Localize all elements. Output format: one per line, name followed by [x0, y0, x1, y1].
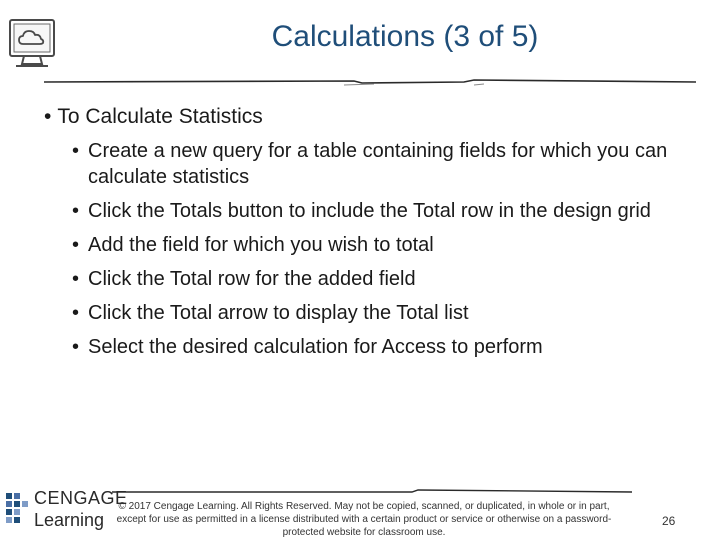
title-divider [44, 76, 696, 90]
sub-bullet-item [58, 138, 708, 190]
sub-bullet-item [58, 232, 708, 258]
bullet-marker: • [72, 268, 80, 290]
slide-content [44, 100, 690, 368]
sub-bullet-text: Click the Total arrow to display the Total list [88, 302, 469, 324]
sub-bullet-item [58, 334, 708, 360]
sub-bullet-text: Create a new query for a table containing fields for which you can calculate statistics [88, 140, 668, 188]
slide-title: Calculations (3 of 5) [271, 20, 539, 53]
bullet-marker: • [72, 234, 80, 256]
bullet-marker: • [72, 336, 80, 358]
main-bullet [44, 100, 690, 134]
footer-divider [112, 488, 636, 496]
cloud-monitor-icon [6, 18, 58, 72]
sub-bullet-text: Click the Totals button to include the Total row in the design grid [88, 200, 651, 222]
copyright-notice: © 2017 Cengage Learning. All Rights Reserved. May not be copied, scanned, or duplicated, in whole or in part, except for use as permitted in a license distributed with a certain product or service or otherwise on a password-protected website for classroom use. [116, 501, 612, 538]
bullet-marker: • [72, 302, 80, 324]
main-bullet-text: To Calculate Statistics [57, 105, 263, 128]
cengage-logo [4, 488, 128, 534]
logo-text-line1: CENGAGE [34, 488, 128, 508]
bullet-marker: • [72, 140, 80, 162]
sub-bullet-text: Click the Total row for the added field [88, 268, 416, 290]
page-number: 26 [662, 514, 676, 528]
sub-bullet-item [58, 300, 708, 326]
sub-bullet-list [44, 138, 690, 360]
sub-bullet-text: Select the desired calculation for Access to perform [88, 336, 543, 358]
sub-bullet-item [58, 198, 708, 224]
logo-text-line2: Learning [34, 510, 105, 530]
bullet-marker: • [72, 200, 80, 222]
sub-bullet-item [58, 266, 708, 292]
bullet-marker: • [44, 105, 52, 128]
cengage-logo-icon [4, 490, 30, 530]
sub-bullet-text: Add the field for which you wish to total [88, 234, 434, 256]
